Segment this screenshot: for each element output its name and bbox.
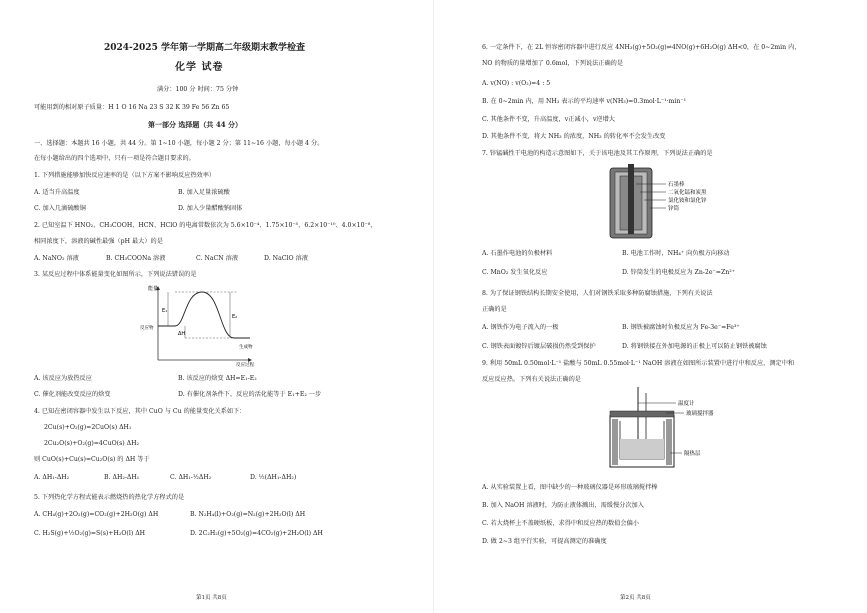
question-8-line-1: 8. 为了保证钢铁结构长期安全使用，人们对钢铁采取多种防腐蚀措施，下列有关说法 — [482, 290, 713, 297]
q5-option-d: D. 2C₂H₂(g)+5O₂(g)=4CO₂(g)+2H₂O(l) ΔH — [190, 530, 323, 537]
question-9-line-2: 反应反应热。下列有关说法正确的是 — [482, 376, 581, 383]
question-5: 5. 下列热化学方程式能表示燃烧热的热化学方程式的是 — [34, 494, 185, 501]
question-9-line-1: 9. 利用 50mL 0.50mol·L⁻¹ 盐酸与 50mL 0.55mol·L⁻¹ NaOH 溶液在如图所示装置中进行中和反应，测定中和 — [482, 360, 795, 367]
page-footer-2: 第2页 共8页 — [620, 595, 651, 601]
e2-label: E₂ — [232, 314, 238, 320]
q4-option-b: B. ΔH₂-ΔH₁ — [104, 474, 140, 481]
question-6-line-1: 6. 一定条件下，在 2L 恒容密闭容器中进行反应 4NH₃(g)+5O₂(g)⇌4NO(g)+6H₂O(g) ΔH<0，在 0~2min 内， — [482, 44, 801, 51]
atomic-masses: 可能用到的相对原子质量：H 1 O 16 Na 23 S 32 K 39 Fe 56 Zn 65 — [34, 104, 230, 111]
q4-equation-1: 2Cu(s)+O₂(g)=2CuO(s) ΔH₁ — [44, 424, 132, 431]
q5-option-a: A. CH₄(g)+2O₂(g)=CO₂(g)+2H₂O(g) ΔH — [34, 511, 159, 518]
electrolyte-label: 氯化铵和氯化锌 — [668, 198, 707, 204]
question-4: 4. 已知在密闭容器中发生以下反应，其中 CuO 与 Cu 的能量变化关系如下： — [34, 408, 246, 415]
q4-option-a: A. ΔH₁-ΔH₂ — [34, 474, 70, 481]
q3-option-a: A. 该反应为放热反应 — [34, 375, 92, 382]
q5-option-b: B. N₂H₄(l)+O₂(g)=N₂(g)+2H₂O(l) ΔH — [190, 511, 306, 518]
question-3: 3. 某反应过程中体系能量变化如图所示，下列说法错误的是 — [34, 271, 197, 278]
q6-option-d: D. 其他条件不变，将大 NH₃ 的浓度，NH₃ 的转化率不会发生改变 — [482, 133, 666, 140]
product-label: 生成物 — [239, 345, 253, 350]
question-6-line-2: NO 的物质的量增加了 0.6mol，下列说法正确的是 — [482, 60, 624, 67]
q8-option-b: B. 钢铁被腐蚀时负极反应为 Fe-3e⁻=Fe³⁺ — [622, 324, 740, 331]
instructions-line-1: 一、选择题：本题共 16 小题，共 44 分。第 1~10 小题，每小题 2 分；第 11~16 小题，每小题 4 分。 — [34, 140, 324, 147]
q8-option-a: A. 钢铁作为电子流入的一极 — [482, 324, 559, 331]
question-2-line-1: 2. 已知室温下 HNO₂、CH₃COOH、HCN、HClO 的电离常数依次为 5.6×10⁻⁴、1.75×10⁻⁵、6.2×10⁻¹⁰、4.0×10⁻⁸， — [34, 222, 377, 229]
zinc-can-label: 锌筒 — [668, 206, 680, 212]
q9-option-b: B. 加入 NaOH 溶液时，为防止液体溅出，需缓慢分次加入 — [482, 502, 644, 509]
e1-label: E₁ — [162, 308, 168, 314]
question-8-line-2: 正确的是 — [482, 306, 507, 313]
energy-diagram — [140, 282, 270, 367]
exam-page-2 — [434, 0, 867, 613]
insulation-label: 隔热层 — [684, 451, 701, 457]
q7-option-d: D. 锌筒发生的电极反应为 Zn-2e⁻=Zn²⁺ — [622, 269, 735, 276]
question-1: 1. 下列措施能够加快反应速率的是（以下方案不影响反应热效率） — [34, 172, 216, 179]
exam-meta: 满分：100 分 时间：75 分钟 — [157, 86, 239, 93]
q2-option-d: D. NaClO 溶液 — [264, 255, 308, 262]
q6-option-c: C. 其他条件不变，升高温度，v正减小，v逆增大 — [482, 116, 615, 123]
q4-option-d: D. ½(ΔH₁-ΔH₂) — [250, 474, 297, 481]
mno2-label: 二氧化锰和炭黑 — [668, 190, 707, 196]
question-7: 7. 锌锰碱性干电池的构造示意图如下，关于该电池及其工作原理，下列说法正确的是 — [482, 150, 713, 157]
reactant-label: 反应物 — [140, 326, 154, 331]
calorimeter-diagram — [604, 385, 724, 475]
q2-option-b: B. CH₃COONa 溶液 — [106, 255, 166, 262]
q3-option-b: B. 该反应的焓变 ΔH=E₁-E₂ — [178, 375, 257, 382]
q7-option-c: C. MnO₂ 发生氧化反应 — [482, 269, 548, 276]
q8-option-c: C. 钢铁表面镀锌后镀层破损仍然受到保护 — [482, 343, 596, 350]
battery-diagram — [602, 162, 732, 242]
thermometer-label: 温度计 — [678, 401, 695, 407]
subject-title: 化学 试卷 — [175, 62, 224, 73]
part1-heading: 第一部分 选择题（共 44 分） — [148, 120, 243, 129]
q9-option-a: A. 从实验装置上看，图中缺少的一种玻璃仪器是环形玻璃搅拌棒 — [482, 484, 658, 491]
q2-option-c: C. NaCN 溶液 — [196, 255, 239, 262]
graphite-rod-label: 石墨棒 — [668, 182, 685, 188]
q3-option-d: D. 有催化剂条件下，反应的活化能等于 E₁+E₂ 一步 — [178, 391, 322, 398]
page-footer-1: 第1页 共8页 — [196, 595, 227, 601]
q1-option-d: D. 加入少量醋酸钠固体 — [178, 205, 243, 212]
q7-option-a: A. 石墨作电池的负极材料 — [482, 250, 553, 257]
q3-option-c: C. 催化剂能改变反应的焓变 — [34, 391, 111, 398]
q9-option-c: C. 若大烧杯上不盖硬纸板，求得中和反应热的数值会偏小 — [482, 520, 639, 527]
q8-option-d: D. 将钢铁接在外加电源的正极上可以防止钢铁被腐蚀 — [622, 343, 767, 350]
q6-option-a: A. v(NO) : v(O₂)=4 : 5 — [482, 80, 551, 87]
q9-option-d: D. 做 2~3 组平行实验，可提高测定的准确度 — [482, 538, 607, 545]
question-2-line-2: 相同浓度下，溶液的碱性最强（pH 最大）的是 — [34, 238, 163, 245]
q1-option-b: B. 加入足量浓硫酸 — [178, 189, 230, 196]
q1-option-a: A. 适当升高温度 — [34, 189, 80, 196]
process-axis-label: 反应过程 — [236, 363, 254, 367]
exam-title: 2024-2025 学年第一学期高二年级期末教学检查 — [104, 43, 305, 53]
dh-label: ΔH — [178, 331, 186, 337]
q5-option-c: C. H₂S(g)+½O₂(g)=S(s)+H₂O(l) ΔH — [34, 530, 146, 537]
q4-equation-3: 则 CuO(s)+Cu(s)=Cu₂O(s) 的 ΔH 等于 — [34, 456, 150, 463]
instructions-line-2: 在每小题给出的四个选项中，只有一项是符合题目要求的。 — [34, 155, 195, 162]
q2-option-a: A. NaNO₂ 溶液 — [34, 255, 79, 262]
q7-option-b: B. 电池工作时，NH₄⁺ 向负极方向移动 — [622, 250, 730, 257]
energy-axis-label: 能量 — [148, 286, 159, 292]
exam-page-1 — [0, 0, 433, 613]
q1-option-c: C. 加入几滴硫酸铜 — [34, 205, 86, 212]
q4-equation-2: 2Cu₂O(s)+O₂(g)=4CuO(s) ΔH₂ — [44, 440, 139, 447]
q4-option-c: C. ΔH₁-½ΔH₂ — [170, 474, 212, 481]
stirrer-label: 玻璃搅拌器 — [686, 411, 714, 417]
q6-option-b: B. 在 0~2min 内，用 NH₃ 表示的平均速率 v(NH₃)=0.3mol·L⁻¹·min⁻¹ — [482, 98, 687, 105]
